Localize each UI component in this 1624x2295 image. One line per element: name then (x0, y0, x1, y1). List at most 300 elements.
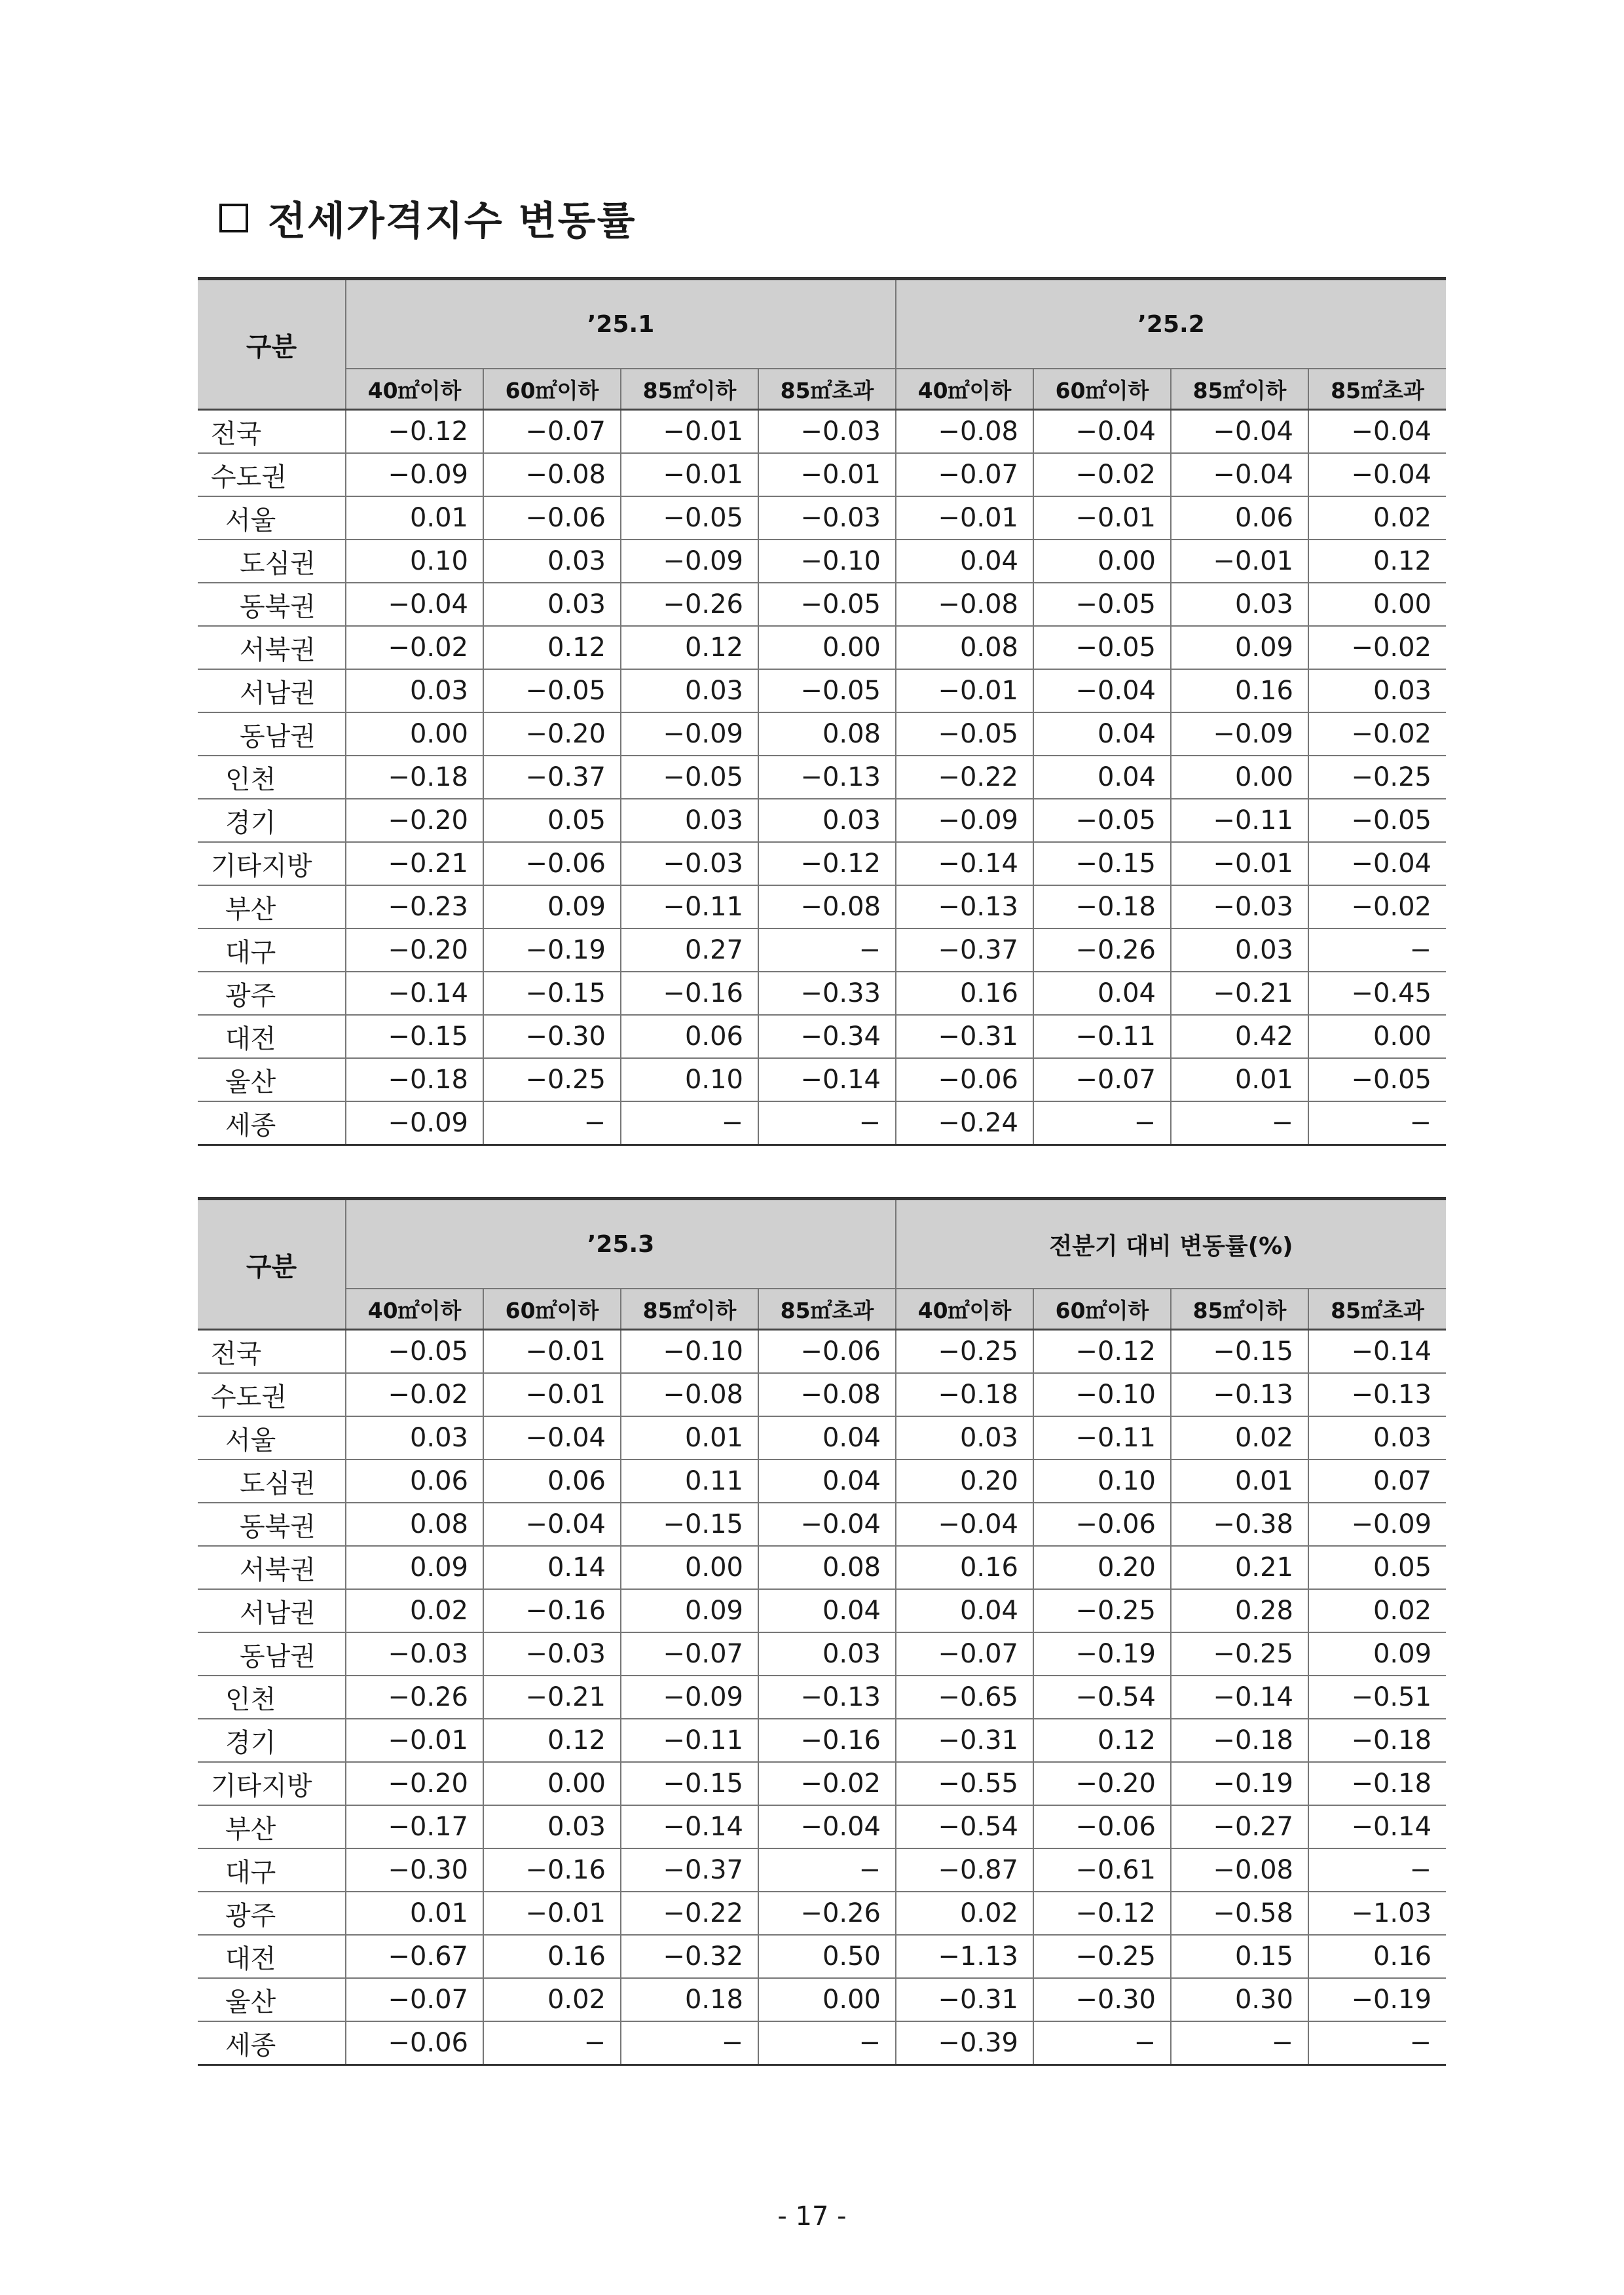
table-cell-value: −0.18 (1033, 885, 1171, 928)
table-cell-value: −0.10 (758, 540, 896, 583)
table-cell-value: 0.01 (346, 1892, 483, 1935)
table-cell-value: −0.03 (621, 842, 758, 885)
table-row (198, 1935, 1446, 1978)
table-cell-value: −0.12 (1033, 1330, 1171, 1374)
table-cell-value: 0.15 (1171, 1935, 1308, 1978)
table-cell-value: 0.01 (621, 1416, 758, 1460)
table-cell-value: −0.34 (758, 1015, 896, 1058)
table-row (198, 842, 1446, 885)
table-cell-value: −0.26 (758, 1892, 896, 1935)
table-row (198, 1058, 1446, 1101)
table-cell-value: −0.04 (758, 1503, 896, 1546)
region-name: 동북권 (198, 583, 346, 626)
table-cell-value: 0.06 (346, 1460, 483, 1503)
table-cell-value: −0.07 (346, 1978, 483, 2021)
region-name: 광주 (198, 1892, 346, 1935)
table-cell-value: 0.02 (346, 1589, 483, 1632)
table-cell-value: 0.00 (346, 712, 483, 756)
table-cell-value: 0.00 (758, 1978, 896, 2021)
table-row (198, 1503, 1446, 1546)
table-cell-value: −0.02 (346, 1373, 483, 1416)
table-cell-value: −0.01 (896, 669, 1033, 712)
table-cell-value: 0.00 (1308, 1015, 1446, 1058)
table-cell-value: −0.08 (1171, 1848, 1308, 1892)
table-cell-value: −0.15 (483, 972, 621, 1015)
table-cell-value: 0.03 (1308, 1416, 1446, 1460)
table-cell-value: −0.05 (896, 712, 1033, 756)
region-name: 서울 (198, 1416, 346, 1460)
table-cell-value: −0.21 (1171, 972, 1308, 1015)
table-cell-value: −0.25 (1033, 1589, 1171, 1632)
table-cell-value: −0.05 (621, 496, 758, 540)
region-name: 인천 (198, 756, 346, 799)
table-cell-value: −0.04 (1033, 669, 1171, 712)
table-cell-value: −0.20 (346, 1762, 483, 1805)
table-cell-value: −0.37 (621, 1848, 758, 1892)
table-cell-value: −0.05 (1033, 583, 1171, 626)
table-cell-value: −0.03 (346, 1632, 483, 1676)
table-cell-value: −0.21 (346, 842, 483, 885)
table-cell-value: −0.04 (483, 1503, 621, 1546)
table-cell-value: 0.02 (1171, 1416, 1308, 1460)
table-row (198, 453, 1446, 496)
table-row (198, 1848, 1446, 1892)
table-cell-value: −0.15 (346, 1015, 483, 1058)
table-cell-value: −0.25 (1033, 1935, 1171, 1978)
table-cell-value: −0.01 (483, 1373, 621, 1416)
table-cell-value: 0.09 (1171, 626, 1308, 669)
table-row (198, 626, 1446, 669)
column-header-size: 40㎡이하 (346, 369, 483, 410)
region-name: 경기 (198, 799, 346, 842)
table-cell-value: −0.05 (483, 669, 621, 712)
table-cell-value: 0.30 (1171, 1978, 1308, 2021)
table-cell-value: −0.11 (1033, 1015, 1171, 1058)
table-cell-value: −0.20 (346, 928, 483, 972)
table-cell-value: −0.02 (1308, 626, 1446, 669)
table-cell-value: −0.26 (621, 583, 758, 626)
table-cell-value: −0.26 (346, 1676, 483, 1719)
table-cell-value: 0.03 (1171, 583, 1308, 626)
column-header-period: ’25.2 (896, 279, 1446, 369)
table-cell-value: −0.22 (896, 756, 1033, 799)
table-cell-value: −0.09 (346, 453, 483, 496)
table-row (198, 756, 1446, 799)
table-cell-value: −0.08 (483, 453, 621, 496)
table-row (198, 1632, 1446, 1676)
table-cell-value: −0.09 (346, 1101, 483, 1145)
table-cell-value: −0.09 (621, 540, 758, 583)
table-cell-value: −0.14 (621, 1805, 758, 1848)
table-cell-value: −0.32 (621, 1935, 758, 1978)
table-cell-value: −0.27 (1171, 1805, 1308, 1848)
table-cell-value: − (1308, 1101, 1446, 1145)
table-cell-value: −0.19 (1033, 1632, 1171, 1676)
table-cell-value: −0.09 (896, 799, 1033, 842)
table-cell-value: −0.06 (483, 496, 621, 540)
table-cell-value: −0.37 (483, 756, 621, 799)
table-cell-value: −0.12 (1033, 1892, 1171, 1935)
table-cell-value: −0.09 (1171, 712, 1308, 756)
table-cell-value: 0.01 (346, 496, 483, 540)
table-cell-value: 0.06 (1171, 496, 1308, 540)
table-cell-value: −0.09 (621, 712, 758, 756)
table-cell-value: −0.05 (1033, 626, 1171, 669)
table-row (198, 1762, 1446, 1805)
table-cell-value: −0.25 (1171, 1632, 1308, 1676)
table-cell-value: 0.01 (1171, 1058, 1308, 1101)
table-cell-value: −0.07 (896, 1632, 1033, 1676)
table-cell-value: 0.08 (346, 1503, 483, 1546)
column-header-size: 85㎡초과 (758, 1289, 896, 1330)
table-cell-value: 0.03 (621, 669, 758, 712)
table-cell-value: −0.02 (1308, 712, 1446, 756)
region-name: 기타지방 (198, 1762, 346, 1805)
table-cell-value: 0.12 (1033, 1719, 1171, 1762)
region-name: 대구 (198, 1848, 346, 1892)
table-cell-value: −0.06 (1033, 1805, 1171, 1848)
table-cell-value: −0.25 (483, 1058, 621, 1101)
region-name: 부산 (198, 1805, 346, 1848)
region-name: 울산 (198, 1978, 346, 2021)
column-header-size: 85㎡이하 (621, 369, 758, 410)
table-cell-value: −0.14 (1308, 1330, 1446, 1374)
table-cell-value: 0.08 (758, 1546, 896, 1589)
table-cell-value: −0.45 (1308, 972, 1446, 1015)
region-name: 동북권 (198, 1503, 346, 1546)
region-name: 도심권 (198, 540, 346, 583)
table-cell-value: −0.13 (1171, 1373, 1308, 1416)
table-cell-value: 0.03 (896, 1416, 1033, 1460)
table-cell-value: 0.07 (1308, 1460, 1446, 1503)
table-cell-value: −0.61 (1033, 1848, 1171, 1892)
table-cell-value: −0.11 (1171, 799, 1308, 842)
table-cell-value: 0.16 (483, 1935, 621, 1978)
table-cell-value: −0.16 (483, 1589, 621, 1632)
table-cell-value: −0.06 (1033, 1503, 1171, 1546)
table-cell-value: − (1033, 1101, 1171, 1145)
table-cell-value: −0.18 (896, 1373, 1033, 1416)
table-row (198, 1101, 1446, 1145)
table-cell-value: 0.04 (896, 1589, 1033, 1632)
table-cell-value: 0.02 (1308, 496, 1446, 540)
table-cell-value: 0.42 (1171, 1015, 1308, 1058)
section-title-text: 전세가격지수 변동률 (268, 198, 637, 244)
table-cell-value: −0.13 (758, 1676, 896, 1719)
table-cell-value: −0.18 (1171, 1719, 1308, 1762)
region-name: 도심권 (198, 1460, 346, 1503)
table-cell-value: −0.05 (1308, 1058, 1446, 1101)
table-cell-value: 0.01 (1171, 1460, 1308, 1503)
region-name: 동남권 (198, 1632, 346, 1676)
region-name: 대전 (198, 1015, 346, 1058)
table-cell-value: −0.04 (1033, 410, 1171, 454)
table-cell-value: 0.04 (758, 1416, 896, 1460)
table-cell-value: −1.13 (896, 1935, 1033, 1978)
region-name: 대전 (198, 1935, 346, 1978)
table-row (198, 496, 1446, 540)
column-header-size: 60㎡이하 (1033, 1289, 1171, 1330)
table-cell-value: −0.04 (896, 1503, 1033, 1546)
table-cell-value: −0.20 (346, 799, 483, 842)
table-cell-value: −0.11 (1033, 1416, 1171, 1460)
table-row (198, 1805, 1446, 1848)
table-cell-value: 0.02 (896, 1892, 1033, 1935)
table-cell-value: −0.16 (483, 1848, 621, 1892)
column-header-period: ’25.3 (346, 1199, 896, 1289)
region-name: 대구 (198, 928, 346, 972)
table-cell-value: −0.31 (896, 1719, 1033, 1762)
table-cell-value: −0.38 (1171, 1503, 1308, 1546)
table-cell-value: 0.03 (758, 799, 896, 842)
table-cell-value: −0.04 (346, 583, 483, 626)
table-cell-value: −0.04 (483, 1416, 621, 1460)
table-cell-value: −0.10 (1033, 1373, 1171, 1416)
table-cell-value: 0.00 (1308, 583, 1446, 626)
table-row (198, 1460, 1446, 1503)
table-cell-value: −0.04 (758, 1805, 896, 1848)
table-cell-value: −0.15 (1033, 842, 1171, 885)
table-cell-value: −0.01 (346, 1719, 483, 1762)
table-cell-value: −0.20 (483, 712, 621, 756)
table-cell-value: − (1171, 2021, 1308, 2065)
table-cell-value: −0.65 (896, 1676, 1033, 1719)
table-cell-value: −0.51 (1308, 1676, 1446, 1719)
region-name: 동남권 (198, 712, 346, 756)
table-cell-value: 0.04 (1033, 972, 1171, 1015)
table-row (198, 2021, 1446, 2065)
table-cell-value: −0.01 (1171, 540, 1308, 583)
table-cell-value: −0.02 (1308, 885, 1446, 928)
table-cell-value: −0.08 (758, 1373, 896, 1416)
column-header-category: 구분 (198, 279, 346, 410)
table-cell-value: 0.27 (621, 928, 758, 972)
table-cell-value: −0.08 (758, 885, 896, 928)
table-cell-value: 0.10 (1033, 1460, 1171, 1503)
table-cell-value: −0.15 (621, 1503, 758, 1546)
table-cell-value: 0.09 (1308, 1632, 1446, 1676)
table-cell-value: 0.00 (758, 626, 896, 669)
jeonse-index-table-1 (198, 277, 1446, 1146)
table-cell-value: −0.07 (621, 1632, 758, 1676)
table-cell-value: −0.02 (346, 626, 483, 669)
region-name: 부산 (198, 885, 346, 928)
table-cell-value: −0.19 (1171, 1762, 1308, 1805)
table-cell-value: −0.07 (896, 453, 1033, 496)
table-cell-value: −0.01 (758, 453, 896, 496)
table-cell-value: −0.31 (896, 1978, 1033, 2021)
region-name: 서북권 (198, 626, 346, 669)
table-cell-value: −0.23 (346, 885, 483, 928)
column-header-size: 40㎡이하 (896, 1289, 1033, 1330)
table-cell-value: 0.00 (1171, 756, 1308, 799)
table-cell-value: −0.18 (1308, 1719, 1446, 1762)
table-cell-value: 0.12 (621, 626, 758, 669)
table-cell-value: −0.01 (1171, 842, 1308, 885)
jeonse-index-table-2 (198, 1197, 1446, 2066)
table-cell-value: −0.01 (621, 410, 758, 454)
table-cell-value: 0.21 (1171, 1546, 1308, 1589)
region-name: 전국 (198, 410, 346, 454)
table-cell-value: 0.05 (483, 799, 621, 842)
column-header-size: 40㎡이하 (896, 369, 1033, 410)
table-cell-value: −0.30 (483, 1015, 621, 1058)
table-cell-value: −0.22 (621, 1892, 758, 1935)
column-header-size: 60㎡이하 (1033, 369, 1171, 410)
table-cell-value: −0.08 (621, 1373, 758, 1416)
table-cell-value: −0.11 (621, 885, 758, 928)
section-title (219, 189, 637, 248)
column-header-size: 85㎡이하 (621, 1289, 758, 1330)
table-cell-value: 0.03 (346, 669, 483, 712)
column-header-size: 85㎡초과 (1308, 1289, 1446, 1330)
table-cell-value: − (483, 1101, 621, 1145)
region-name: 전국 (198, 1330, 346, 1374)
page-number: - 17 - (777, 2201, 847, 2231)
table-cell-value: − (758, 2021, 896, 2065)
table-cell-value: 0.16 (896, 1546, 1033, 1589)
table-cell-value: 0.12 (483, 626, 621, 669)
table-cell-value: − (1308, 1848, 1446, 1892)
region-name: 세종 (198, 2021, 346, 2065)
table-cell-value: 0.02 (1308, 1589, 1446, 1632)
column-header-period: 전분기 대비 변동률(%) (896, 1199, 1446, 1289)
table-row (198, 928, 1446, 972)
table-cell-value: 0.04 (758, 1460, 896, 1503)
table-cell-value: −0.17 (346, 1805, 483, 1848)
table-row (198, 1719, 1446, 1762)
table-cell-value: 0.04 (1033, 712, 1171, 756)
table-cell-value: −0.87 (896, 1848, 1033, 1892)
column-header-size: 60㎡이하 (483, 369, 621, 410)
table-cell-value: 0.08 (896, 626, 1033, 669)
table-cell-value: 0.10 (346, 540, 483, 583)
table-cell-value: − (758, 1848, 896, 1892)
table-cell-value: −0.01 (483, 1330, 621, 1374)
table-cell-value: −0.05 (1033, 799, 1171, 842)
table-cell-value: −0.16 (758, 1719, 896, 1762)
table-cell-value: −0.10 (621, 1330, 758, 1374)
table-cell-value: 0.09 (621, 1589, 758, 1632)
column-header-category: 구분 (198, 1199, 346, 1330)
table-row (198, 1416, 1446, 1460)
table-cell-value: −0.01 (483, 1892, 621, 1935)
table-cell-value: 0.14 (483, 1546, 621, 1589)
table-cell-value: 0.50 (758, 1935, 896, 1978)
table-cell-value: −0.09 (621, 1676, 758, 1719)
table-row (198, 540, 1446, 583)
table-cell-value: −0.06 (896, 1058, 1033, 1101)
table-cell-value: − (1171, 1101, 1308, 1145)
table-row (198, 1330, 1446, 1374)
table-cell-value: −0.13 (758, 756, 896, 799)
table-row (198, 1546, 1446, 1589)
table-cell-value: −0.20 (1033, 1762, 1171, 1805)
table-cell-value: −0.25 (896, 1330, 1033, 1374)
table-cell-value: −0.11 (621, 1719, 758, 1762)
table-cell-value: 0.00 (1033, 540, 1171, 583)
table-cell-value: −0.18 (346, 1058, 483, 1101)
table-cell-value: 0.00 (621, 1546, 758, 1589)
table-cell-value: −0.18 (346, 756, 483, 799)
table-row (198, 799, 1446, 842)
table-cell-value: −0.67 (346, 1935, 483, 1978)
table-cell-value: 0.04 (758, 1589, 896, 1632)
table-cell-value: −0.08 (896, 583, 1033, 626)
table-cell-value: 0.05 (1308, 1546, 1446, 1589)
region-name: 세종 (198, 1101, 346, 1145)
table-cell-value: 0.06 (621, 1015, 758, 1058)
table-cell-value: −0.04 (1171, 453, 1308, 496)
table-row (198, 1015, 1446, 1058)
column-header-size: 85㎡초과 (758, 369, 896, 410)
table-cell-value: 0.03 (483, 540, 621, 583)
table-cell-value: −0.14 (758, 1058, 896, 1101)
table-cell-value: − (1033, 2021, 1171, 2065)
table-cell-value: −0.54 (1033, 1676, 1171, 1719)
table-cell-value: −0.04 (1308, 842, 1446, 885)
table-cell-value: −0.03 (758, 496, 896, 540)
table-cell-value: 0.10 (621, 1058, 758, 1101)
column-header-size: 40㎡이하 (346, 1289, 483, 1330)
table-cell-value: −0.13 (896, 885, 1033, 928)
table-cell-value: −0.39 (896, 2021, 1033, 2065)
table-cell-value: −0.06 (346, 2021, 483, 2065)
table-cell-value: −0.33 (758, 972, 896, 1015)
table-cell-value: 0.02 (483, 1978, 621, 2021)
table-cell-value: −0.14 (1171, 1676, 1308, 1719)
table-cell-value: 0.03 (758, 1632, 896, 1676)
table-cell-value: −0.04 (1308, 410, 1446, 454)
table-cell-value: −0.06 (483, 842, 621, 885)
table-cell-value: −0.01 (896, 496, 1033, 540)
table-cell-value: 0.11 (621, 1460, 758, 1503)
table-cell-value: −0.54 (896, 1805, 1033, 1848)
table-cell-value: −0.12 (346, 410, 483, 454)
table-cell-value: −0.03 (758, 410, 896, 454)
table-cell-value: −0.19 (1308, 1978, 1446, 2021)
table-cell-value: −0.03 (483, 1632, 621, 1676)
region-name: 울산 (198, 1058, 346, 1101)
table-cell-value: 0.28 (1171, 1589, 1308, 1632)
table-cell-value: −0.37 (896, 928, 1033, 972)
column-header-period: ’25.1 (346, 279, 896, 369)
table-row (198, 972, 1446, 1015)
region-name: 서북권 (198, 1546, 346, 1589)
region-name: 서울 (198, 496, 346, 540)
table-cell-value: 0.09 (346, 1546, 483, 1589)
table-cell-value: −0.26 (1033, 928, 1171, 972)
table-cell-value: 0.12 (1308, 540, 1446, 583)
table-row (198, 1373, 1446, 1416)
table-cell-value: −0.18 (1308, 1762, 1446, 1805)
region-name: 서남권 (198, 669, 346, 712)
table-row (198, 1978, 1446, 2021)
table-cell-value: − (1308, 2021, 1446, 2065)
table-cell-value: − (483, 2021, 621, 2065)
table-cell-value: −0.30 (1033, 1978, 1171, 2021)
checkbox-square-icon (219, 204, 248, 232)
table-cell-value: −0.05 (621, 756, 758, 799)
table-cell-value: −0.12 (758, 842, 896, 885)
table-cell-value: −0.19 (483, 928, 621, 972)
table-cell-value: −0.21 (483, 1676, 621, 1719)
table-cell-value: − (758, 928, 896, 972)
table-cell-value: 0.04 (896, 540, 1033, 583)
table-cell-value: 0.08 (758, 712, 896, 756)
table-row (198, 669, 1446, 712)
table-cell-value: −0.06 (758, 1330, 896, 1374)
